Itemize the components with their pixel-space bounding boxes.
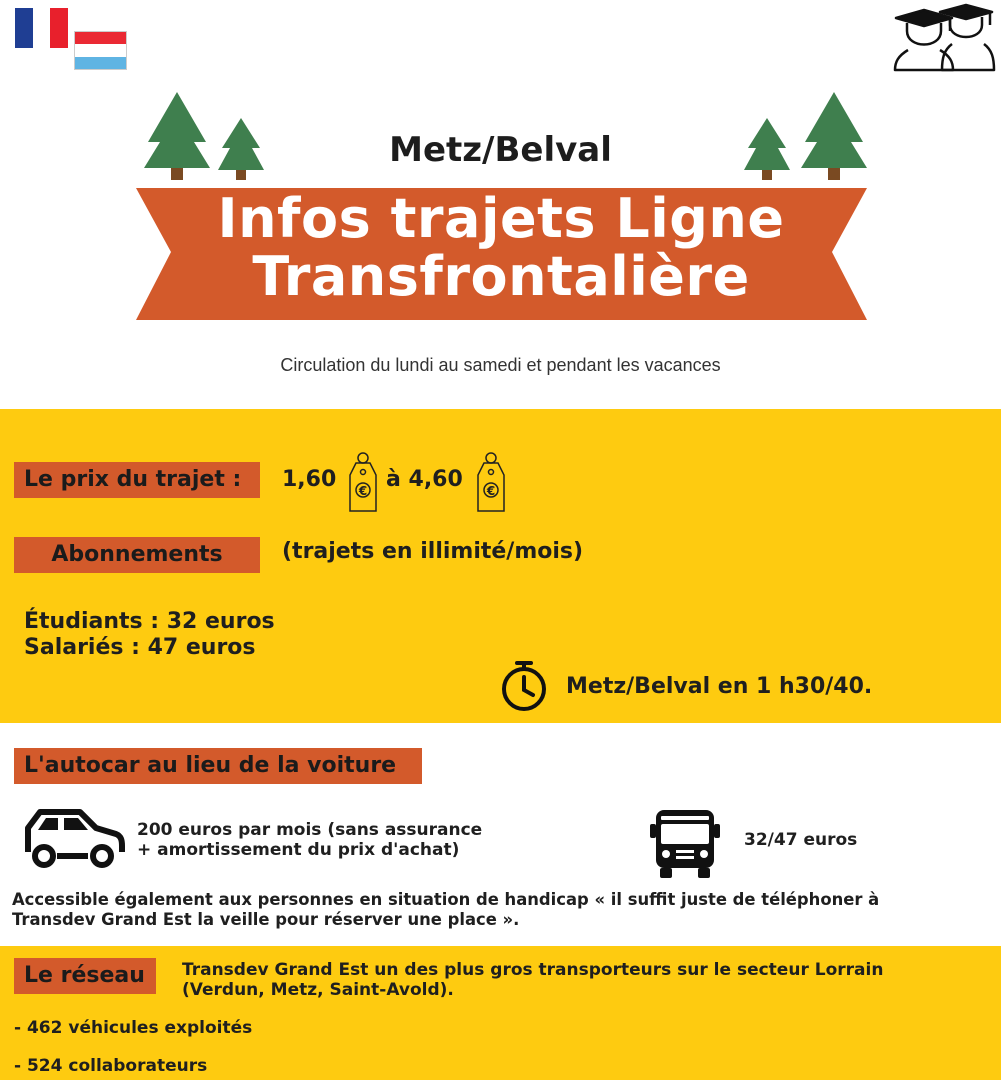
network-section [0,946,1001,1080]
car-cost-line-1: 200 euros par mois (sans assurance [137,820,483,840]
subscriptions-note: (trajets en illimité/mois) [282,539,584,564]
flag-france-icon [15,8,68,48]
banner-line-2: Transfrontalière [252,245,750,308]
price-tag-icon [346,451,380,513]
vehicles-count: - 462 véhicules exploités [14,1018,253,1038]
car-icon [22,806,126,870]
banner-title [136,187,866,308]
flag-luxembourg-icon [74,31,127,70]
page-title: Metz/Belval [389,130,612,170]
currency-symbol: € [486,484,496,498]
stopwatch-icon [498,659,550,713]
currency-symbol: € [358,484,368,498]
banner-line-1: Infos trajets Ligne [217,187,785,250]
price-tag-icon [474,451,508,513]
accessibility-line-2: Transdev Grand Est la veille pour réserver une place ». [12,910,520,929]
accessibility-line-1: Accessible également aux personnes en situation de handicap « il suffit juste de téléphoner à [12,890,880,909]
price-to: à 4,60 [386,467,463,492]
pricing-section [0,409,1001,723]
travel-time: Metz/Belval en 1 h30/40. [566,674,873,699]
network-desc-line-1: Transdev Grand Est un des plus gros transporteurs sur le secteur Lorrain [182,960,884,980]
price-from: 1,60 [282,467,337,492]
graduates-icon [892,2,996,72]
network-description [182,960,883,1000]
employees-price: Salariés : 47 euros [24,635,256,660]
bus-icon [650,808,720,880]
car-cost [137,820,482,860]
accessibility-note [12,890,997,930]
car-cost-line-2: + amortissement du prix d'achat) [137,840,460,860]
subscription-prices [24,609,275,661]
subtitle: Circulation du lundi au samedi et pendant les vacances [280,355,721,375]
subscriptions-label: Abonnements [14,537,260,573]
price-tag-label: Le prix du trajet : [14,462,260,498]
network-desc-line-2: (Verdun, Metz, Saint-Avold). [182,980,454,1000]
comparison-label: L'autocar au lieu de la voiture [14,748,422,784]
network-label: Le réseau [14,958,156,994]
bus-cost: 32/47 euros [744,830,858,850]
staff-count: - 524 collaborateurs [14,1056,208,1076]
students-price: Étudiants : 32 euros [24,609,275,634]
